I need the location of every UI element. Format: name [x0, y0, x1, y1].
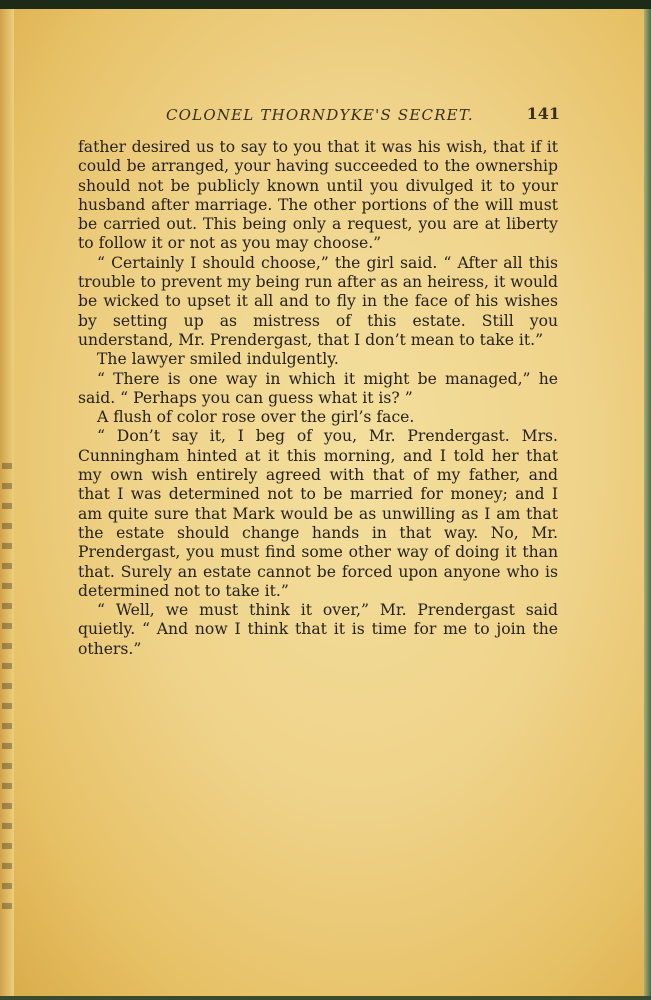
bottom-edge: [0, 996, 651, 1000]
page-header: [76, 104, 560, 128]
top-edge: [0, 0, 651, 9]
facing-page-edge: [0, 9, 14, 1000]
page-number: 141: [526, 104, 560, 123]
right-edge: [644, 9, 651, 1000]
paragraph: “ Certainly I should choose,” the girl said. “ After all this trouble to prevent my being run after as an heiress, it would be wicked to upset it all and to fly in the face of his wishes by setting up as mistress of this estate. Still you understand, Mr. Prendergast, that I don’t mean to take it.”: [78, 253, 558, 349]
paragraph: “ Well, we must think it over,” Mr. Prendergast said quietly. “ And now I think that it is time for me to join the others.”: [78, 601, 558, 658]
body-text: [78, 138, 558, 659]
paragraph: A flush of color rose over the girl’s face.: [97, 408, 415, 427]
paragraph: father desired us to say to you that it was his wish, that if it could be arranged, your having succeeded to the ownership should not be publicly known until you divulged it to your husband after marriage. The other portions of the will must be carried out. This being only a request, you are at liberty to follow it or not as you may choose.”: [78, 138, 558, 253]
paragraph: The lawyer smiled indulgently.: [97, 350, 339, 369]
facing-page-text-marks: [2, 449, 12, 919]
running-title: COLONEL THORNDYKE'S SECRET.: [166, 106, 474, 124]
paragraph: “ Don’t say it, I beg of you, Mr. Prendergast. Mrs. Cunningham hinted at it this morning, and I told her that my own wish entirely agreed with that of my father, and that I was determined not to be married for money; and I am quite sure that Mark would be as unwilling as I am that the estate should change hands in that way. No, Mr. Prendergast, you must find some other way of doing it than that. Surely an estate cannot be forced upon anyone who is determined not to take it.”: [78, 427, 558, 600]
paragraph: “ There is one way in which it might be managed,” he said. “ Perhaps you can guess what it is? ”: [78, 369, 558, 407]
